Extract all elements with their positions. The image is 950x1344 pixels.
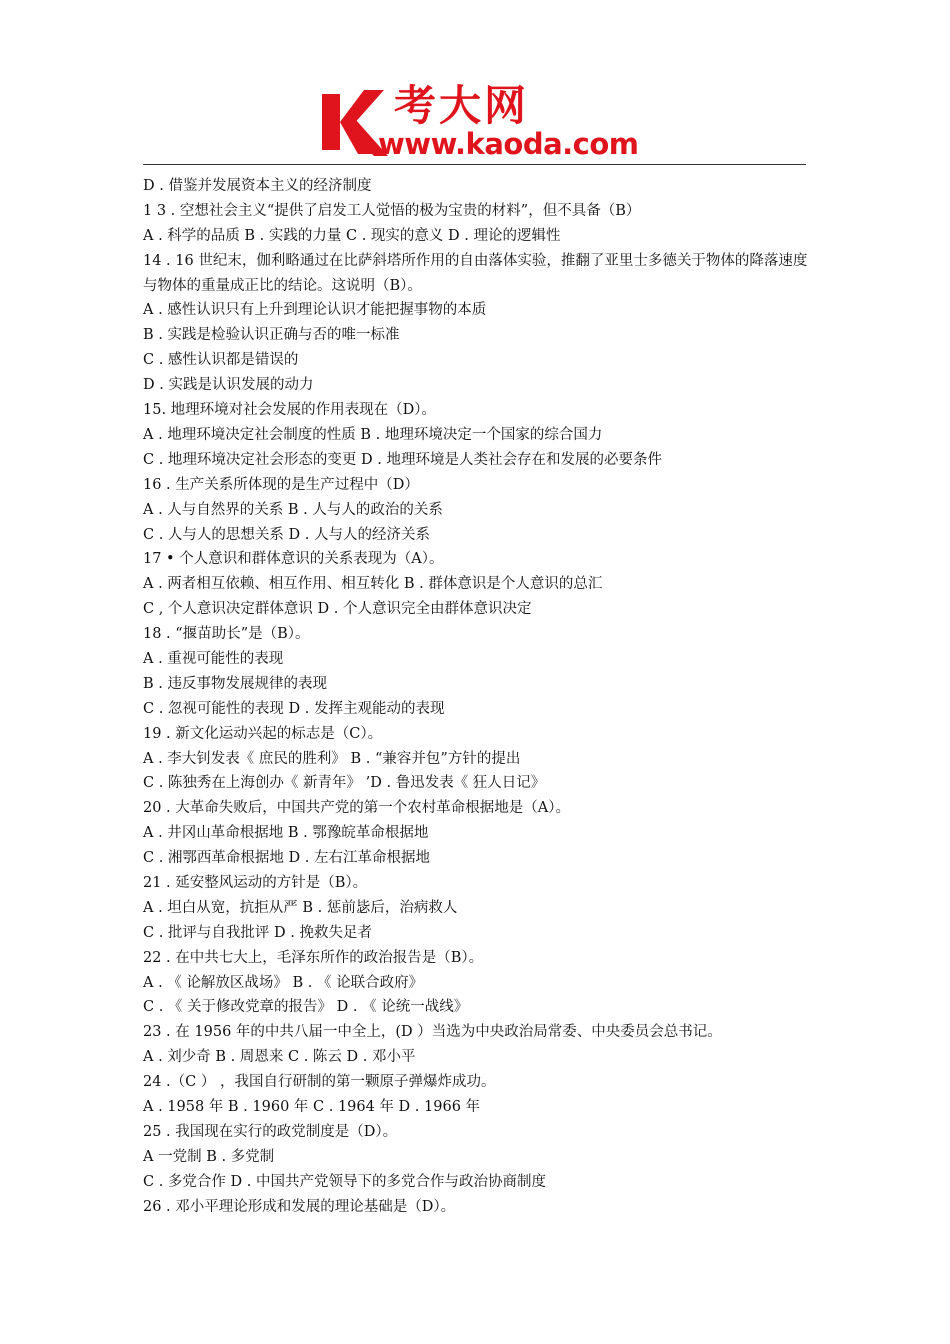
logo-title: 考大网: [394, 81, 530, 130]
question-26: 26 . 邓小平理论形成和发展的理论基础是（D）。: [143, 1198, 456, 1215]
options-line: C . 湘鄂西革命根据地 D . 左右江革命根据地: [143, 850, 430, 867]
question-19: 19 . 新文化运动兴起的标志是（C）。: [143, 725, 383, 742]
options-line: C . 忽视可能性的表现 D . 发挥主观能动的表现: [143, 700, 445, 717]
question-22: 22 . 在中共七大上，毛泽东所作的政治报告是（B）。: [143, 949, 484, 966]
question-24: 24 .（C ） ，我国自行研制的第一颗原子弹爆炸成功。: [143, 1074, 496, 1091]
question-13: 1 3 . 空想社会主义“提供了启发工人觉悟的极为宝贵的材料”，但不具备（B）: [143, 202, 641, 219]
question-15: 15. 地理环境对社会发展的作用表现在（D）。: [143, 402, 437, 419]
options-line: A . 刘少奇 B . 周恩来 C . 陈云 D . 邓小平: [143, 1049, 416, 1066]
option-line: B . 违反事物发展规律的表现: [143, 675, 327, 692]
options-line: A . 李大钊发表《 庶民的胜利》 B . “兼容并包”方针的提出: [143, 750, 521, 767]
options-line: C . 人与人的思想关系 D . 人与人的经济关系: [143, 526, 430, 543]
logo-url: www.kaoda.com: [378, 127, 639, 161]
options-line: A . 科学的品质 B . 实践的力量 C . 现实的意义 D . 理论的逻辑性: [143, 227, 561, 244]
options-line: C . 多党合作 D . 中国共产党领导下的多党合作与政治协商制度: [143, 1173, 546, 1190]
option-line: C . 感性认识都是错误的: [143, 352, 299, 369]
question-list: [143, 174, 813, 1219]
options-line: A . 1958 年 B . 1960 年 C . 1964 年 D . 1966 年: [143, 1098, 481, 1115]
options-line: C . 批评与自我批评 D . 挽救失足者: [143, 924, 372, 941]
options-line: A . 井冈山革命根据地 B . 鄂豫皖革命根据地: [143, 825, 429, 842]
options-line: A . 《 论解放区战场》 B . 《 论联合政府》: [143, 974, 424, 991]
options-line: A . 两者相互依赖、相互作用、相互转化 B . 群体意识是个人意识的总汇: [143, 576, 603, 593]
options-line: C . 《 关于修改党章的报告》 D . 《 论统一战线》: [143, 999, 469, 1016]
question-20: 20 . 大革命失败后，中国共产党的第一个农村革命根据地是（A）。: [143, 800, 570, 817]
question-14: 14 . 16 世纪末，伽利略通过在比萨斜塔所作用的自由落体实验，推翻了亚里士多德关于物体的降落速度与物体的重量成正比的结论。这说明（B）。: [143, 252, 808, 294]
option-line: D . 实践是认识发展的动力: [143, 377, 314, 394]
options-line: C . 陈独秀在上海创办《 新青年》 ’D . 鲁迅发表《 狂人日记》: [143, 775, 546, 792]
options-line: A . 坦白从宽，抗拒从严 B . 惩前毖后，治病救人: [143, 899, 458, 916]
option-line: B . 实践是检验认识正确与否的唯一标准: [143, 327, 400, 344]
options-line: C , 个人意识决定群体意识 D . 个人意识完全由群体意识决定: [143, 601, 532, 618]
question-25: 25 . 我国现在实行的政党制度是（D）。: [143, 1123, 398, 1140]
options-line: C . 地理环境决定社会形态的变更 D . 地理环境是人类社会存在和发展的必要条件: [143, 451, 662, 468]
question-17: 17 • 个人意识和群体意识的关系表现为（A）。: [143, 551, 444, 568]
question-16: 16 . 生产关系所体现的是生产过程中（D）: [143, 476, 419, 493]
options-line: A 一党制 B . 多党制: [143, 1148, 275, 1165]
option-line: A . 重视可能性的表现: [143, 650, 284, 667]
question-21: 21 . 延安整风运动的方针是（B）。: [143, 874, 368, 891]
options-line: A . 人与自然界的关系 B . 人与人的政治的关系: [143, 501, 443, 518]
text-line: D . 借鉴并发展资本主义的经济制度: [143, 178, 372, 194]
kaoda-logo: [318, 81, 639, 161]
header-divider: [143, 164, 806, 165]
option-line: A . 感性认识只有上升到理论认识才能把握事物的本质: [143, 302, 487, 319]
options-line: A . 地理环境决定社会制度的性质 B . 地理环境决定一个国家的综合国力: [143, 426, 603, 443]
question-18: 18 . “揠苗助长”是（B）。: [143, 626, 310, 643]
question-23: 23 . 在 1956 年的中共八届一中全上，(D ）当选为中央政治局常委、中央委员会总书记。: [143, 1024, 722, 1041]
